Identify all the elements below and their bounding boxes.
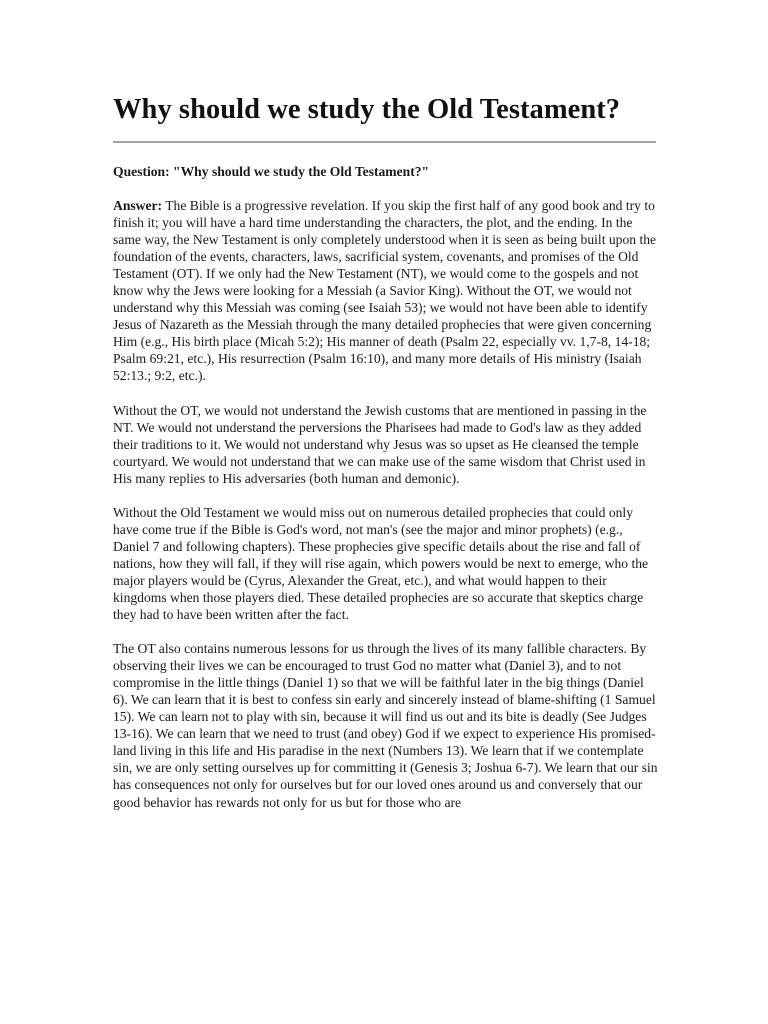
paragraph-prophecies: Without the Old Testament we would miss out on numerous detailed prophecies that could only have come true if the Bible is God's word, not man's (see the major and minor prophets) (e.g., Daniel 7 and following chapters). These prophecies give specific details about the rise and fall of nations, how they will fall, if they will rise again, which powers would be next to emerge, who the major players would be (Cyrus, Alexander the Great, etc.), and what would happen to their kingdoms when those players died. These detailed prophecies are so accurate that skeptics charge they had to have been written after the fact. [113,504,649,623]
paragraph-jewish-customs: Without the OT, we would not understand the Jewish customs that are mentioned in passing in the NT. We would not understand the perversions the Pharisees had made to God's law as they added their traditions to it. We would not understand why Jesus was so upset as He cleansed the temple courtyard. We would not understand that we can make use of the same wisdom that Christ used in His many replies to His adversaries (both human and demonic). [113,402,647,486]
question-line: Question: "Why should we study the Old Testament?" [113,164,430,179]
paragraph-text: The Bible is a progressive revelation. If you skip the first half of any good book and try to finish it; you will have a hard time understanding the characters, the plot, and the ending. In the same way, the New Testament is only completely understood when it is seen as being built upon the foundation of the events, characters, laws, sacrificial system, covenants, and promises of the Old Testament (OT). If we only had the New Testament (NT), we would come to the gospels and not know why the Jews were looking for a Messiah (a Savior King). Without the OT, we would not understand why this Messiah was coming (see Isaiah 53); we would not have been able to identify Jesus of Nazareth as the Messiah through the many detailed prophecies that were given concerning Him (e.g., His birth place (Micah 5:2); His manner of death (Psalm 22, especially vv. 1,7-8, 14-18; Psalm 69:21, etc.), His resurrection (Psalm 16:10), and many more details of His ministry (Isaiah 52:13.; 9:2, etc.). [113,198,657,384]
title-divider [113,141,656,143]
document-page [113,0,658,811]
page-title: Why should we study the Old Testament? [113,94,621,125]
paragraph-lessons: The OT also contains numerous lessons for us through the lives of its many fallible characters. By observing their lives we can be encouraged to trust God no matter what (Daniel 3), and to not compromise in the little things (Daniel 1) so that we will be faithful later in the big things (Daniel 6). We can learn that it is best to confess sin early and sincerely instead of blame-shifting (1 Samuel 15). We can learn not to play with sin, because it will find us out and its bite is deadly (See Judges 13-16). We can learn that we need to trust (and obey) God if we expect to experience His promised-land living in this life and His paradise in the next (Numbers 13). We learn that if we contemplate sin, we are only setting ourselves up for committing it (Genesis 3; Joshua 6-7). We learn that our sin has consequences not only for ourselves but for our loved ones around us and conversely that our good behavior has rewards not only for us but for those who are [113,641,658,810]
answer-label: Answer: [113,198,163,213]
paragraph-answer [113,197,658,385]
